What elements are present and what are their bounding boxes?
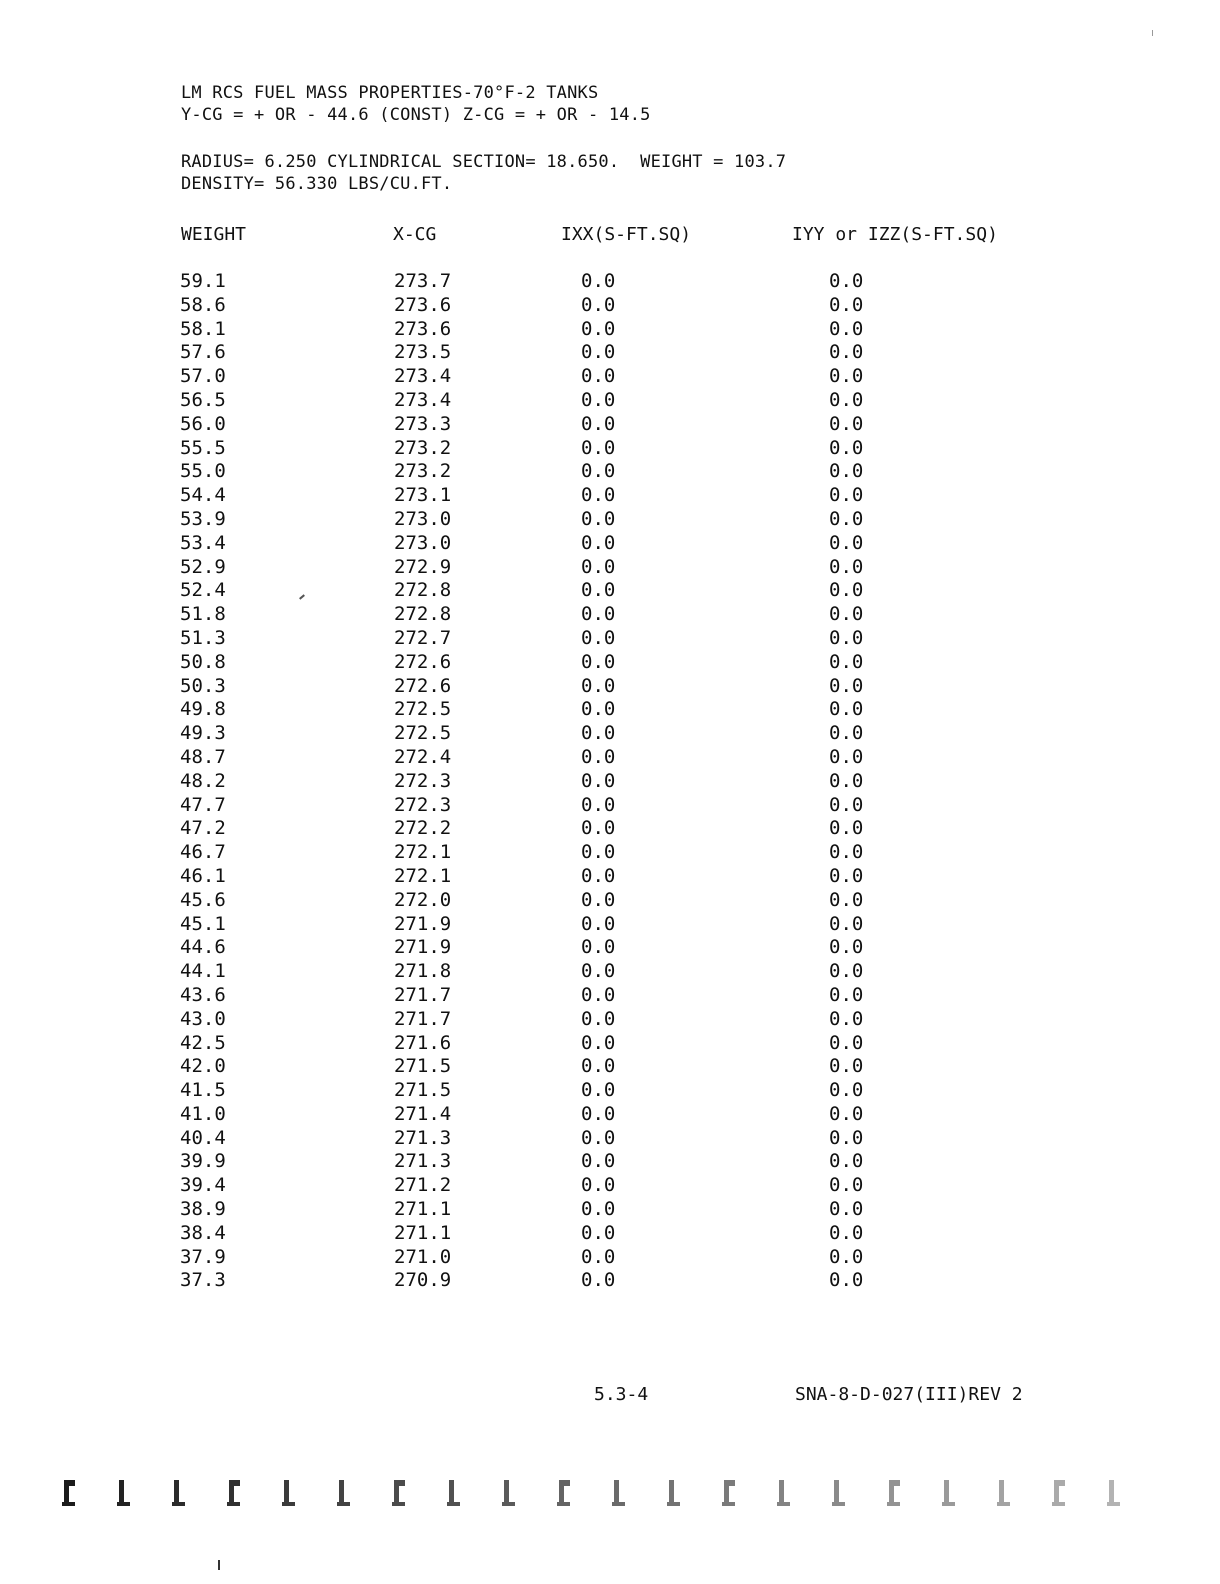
mass-properties-table: [0, 270, 1220, 1293]
table-row: [0, 936, 1220, 960]
weight-cell: 54.4: [180, 484, 226, 507]
iyy-izz-cell: 0.0: [829, 1174, 864, 1197]
x-cg-cell: 273.7: [394, 270, 452, 292]
iyy-izz-cell: 0.0: [829, 626, 864, 649]
scan-margin-tick: [218, 1560, 220, 1570]
x-cg-cell: 272.6: [394, 674, 452, 697]
weight-cell: 37.9: [180, 1245, 226, 1268]
x-cg-cell: 272.3: [394, 769, 452, 792]
weight-cell: 41.5: [180, 1079, 226, 1102]
column-header-ixx: IXX(S-FT.SQ): [561, 224, 692, 245]
table-row: [0, 746, 1220, 770]
iyy-izz-cell: 0.0: [829, 603, 864, 626]
x-cg-cell: 271.9: [394, 936, 452, 959]
table-row: [0, 984, 1220, 1008]
x-cg-cell: 272.5: [394, 698, 452, 721]
table-row: [0, 1198, 1220, 1222]
weight-cell: 59.1: [180, 270, 226, 292]
table-row: [0, 960, 1220, 984]
x-cg-cell: 273.1: [394, 484, 452, 507]
table-row: [0, 603, 1220, 627]
weight-cell: 57.0: [180, 365, 226, 388]
column-header-x-cg: X-CG: [393, 224, 437, 245]
document-title-line-2: Y-CG = + OR - 44.6 (CONST) Z-CG = + OR - 14.5: [181, 105, 651, 125]
table-row: [0, 651, 1220, 675]
iyy-izz-cell: 0.0: [829, 412, 864, 435]
registration-mark: [445, 1478, 463, 1508]
table-row: [0, 1103, 1220, 1127]
weight-cell: 51.8: [180, 603, 226, 626]
registration-mark: [830, 1478, 848, 1508]
x-cg-cell: 271.9: [394, 912, 452, 935]
x-cg-cell: 271.5: [394, 1055, 452, 1078]
iyy-izz-cell: 0.0: [829, 484, 864, 507]
page-number: 5.3-4: [594, 1384, 649, 1405]
x-cg-cell: 273.2: [394, 460, 452, 483]
iyy-izz-cell: 0.0: [829, 1150, 864, 1173]
x-cg-cell: 270.9: [394, 1269, 452, 1292]
x-cg-cell: 273.3: [394, 412, 452, 435]
table-row: [0, 508, 1220, 532]
iyy-izz-cell: 0.0: [829, 1221, 864, 1244]
table-row: [0, 437, 1220, 461]
ixx-cell: 0.0: [581, 1245, 616, 1268]
weight-cell: 48.7: [180, 745, 226, 768]
table-row: [0, 794, 1220, 818]
iyy-izz-cell: 0.0: [829, 912, 864, 935]
table-row: [0, 841, 1220, 865]
weight-cell: 50.3: [180, 674, 226, 697]
x-cg-cell: 272.1: [394, 841, 452, 864]
x-cg-cell: 273.6: [394, 293, 452, 316]
weight-cell: 43.6: [180, 983, 226, 1006]
x-cg-cell: 271.3: [394, 1150, 452, 1173]
ixx-cell: 0.0: [581, 1269, 616, 1292]
ixx-cell: 0.0: [581, 960, 616, 983]
ixx-cell: 0.0: [581, 1079, 616, 1102]
registration-mark: [170, 1478, 188, 1508]
table-row: [0, 627, 1220, 651]
weight-cell: 58.1: [180, 317, 226, 340]
density-line: DENSITY= 56.330 LBS/CU.FT.: [181, 174, 453, 194]
ixx-cell: 0.0: [581, 1102, 616, 1125]
table-row: [0, 865, 1220, 889]
iyy-izz-cell: 0.0: [829, 507, 864, 530]
x-cg-cell: 272.7: [394, 626, 452, 649]
iyy-izz-cell: 0.0: [829, 841, 864, 864]
iyy-izz-cell: 0.0: [829, 817, 864, 840]
table-row: [0, 1222, 1220, 1246]
weight-cell: 41.0: [180, 1102, 226, 1125]
ixx-cell: 0.0: [581, 317, 616, 340]
registration-mark: [115, 1478, 133, 1508]
weight-cell: 56.5: [180, 388, 226, 411]
ixx-cell: 0.0: [581, 817, 616, 840]
x-cg-cell: 272.8: [394, 603, 452, 626]
weight-cell: 42.5: [180, 1031, 226, 1054]
ixx-cell: 0.0: [581, 698, 616, 721]
iyy-izz-cell: 0.0: [829, 745, 864, 768]
ixx-cell: 0.0: [581, 722, 616, 745]
weight-cell: 40.4: [180, 1126, 226, 1149]
radius-weight-line: RADIUS= 6.250 CYLINDRICAL SECTION= 18.650. WEIGHT = 103.7: [181, 152, 787, 172]
table-row: [0, 341, 1220, 365]
iyy-izz-cell: 0.0: [829, 698, 864, 721]
x-cg-cell: 273.4: [394, 388, 452, 411]
registration-mark: [940, 1478, 958, 1508]
weight-cell: 53.4: [180, 531, 226, 554]
ixx-cell: 0.0: [581, 1031, 616, 1054]
table-row: [0, 1079, 1220, 1103]
weight-cell: 58.6: [180, 293, 226, 316]
iyy-izz-cell: 0.0: [829, 1055, 864, 1078]
weight-cell: 52.9: [180, 555, 226, 578]
weight-cell: 38.9: [180, 1198, 226, 1221]
registration-mark: [775, 1478, 793, 1508]
weight-cell: 43.0: [180, 1007, 226, 1030]
x-cg-cell: 271.6: [394, 1031, 452, 1054]
registration-mark: [665, 1478, 683, 1508]
ixx-cell: 0.0: [581, 1150, 616, 1173]
column-header-weight: WEIGHT: [181, 224, 247, 245]
x-cg-cell: 272.0: [394, 888, 452, 911]
weight-cell: 46.1: [180, 864, 226, 887]
iyy-izz-cell: 0.0: [829, 1079, 864, 1102]
iyy-izz-cell: 0.0: [829, 270, 864, 292]
table-row: [0, 913, 1220, 937]
ixx-cell: 0.0: [581, 579, 616, 602]
ixx-cell: 0.0: [581, 1007, 616, 1030]
iyy-izz-cell: 0.0: [829, 436, 864, 459]
iyy-izz-cell: 0.0: [829, 936, 864, 959]
iyy-izz-cell: 0.0: [829, 650, 864, 673]
iyy-izz-cell: 0.0: [829, 1102, 864, 1125]
ixx-cell: 0.0: [581, 365, 616, 388]
table-row: [0, 579, 1220, 603]
ixx-cell: 0.0: [581, 293, 616, 316]
weight-cell: 55.5: [180, 436, 226, 459]
ixx-cell: 0.0: [581, 888, 616, 911]
registration-mark: [1105, 1478, 1123, 1508]
ixx-cell: 0.0: [581, 674, 616, 697]
iyy-izz-cell: 0.0: [829, 983, 864, 1006]
weight-cell: 49.8: [180, 698, 226, 721]
x-cg-cell: 273.0: [394, 507, 452, 530]
x-cg-cell: 273.2: [394, 436, 452, 459]
x-cg-cell: 272.8: [394, 579, 452, 602]
x-cg-cell: 271.7: [394, 1007, 452, 1030]
x-cg-cell: 272.9: [394, 555, 452, 578]
table-row: [0, 1008, 1220, 1032]
weight-cell: 57.6: [180, 341, 226, 364]
iyy-izz-cell: 0.0: [829, 555, 864, 578]
table-row: [0, 532, 1220, 556]
ixx-cell: 0.0: [581, 341, 616, 364]
ixx-cell: 0.0: [581, 936, 616, 959]
x-cg-cell: 271.5: [394, 1079, 452, 1102]
x-cg-cell: 272.6: [394, 650, 452, 673]
ixx-cell: 0.0: [581, 507, 616, 530]
x-cg-cell: 273.6: [394, 317, 452, 340]
ixx-cell: 0.0: [581, 412, 616, 435]
weight-cell: 49.3: [180, 722, 226, 745]
registration-mark: [390, 1478, 408, 1508]
weight-cell: 39.9: [180, 1150, 226, 1173]
document-id: SNA-8-D-027(III)REV 2: [795, 1384, 1023, 1405]
registration-mark: [995, 1478, 1013, 1508]
weight-cell: 47.7: [180, 793, 226, 816]
ixx-cell: 0.0: [581, 793, 616, 816]
iyy-izz-cell: 0.0: [829, 365, 864, 388]
x-cg-cell: 273.4: [394, 365, 452, 388]
registration-mark: [225, 1478, 243, 1508]
document-title-line-1: LM RCS FUEL MASS PROPERTIES-70°F-2 TANKS: [181, 83, 599, 103]
iyy-izz-cell: 0.0: [829, 460, 864, 483]
iyy-izz-cell: 0.0: [829, 864, 864, 887]
weight-cell: 51.3: [180, 626, 226, 649]
x-cg-cell: 271.4: [394, 1102, 452, 1125]
x-cg-cell: 272.5: [394, 722, 452, 745]
ixx-cell: 0.0: [581, 388, 616, 411]
ixx-cell: 0.0: [581, 555, 616, 578]
ixx-cell: 0.0: [581, 531, 616, 554]
ixx-cell: 0.0: [581, 1198, 616, 1221]
table-row: [0, 389, 1220, 413]
weight-cell: 50.8: [180, 650, 226, 673]
table-row: [0, 556, 1220, 580]
iyy-izz-cell: 0.0: [829, 293, 864, 316]
ixx-cell: 0.0: [581, 1055, 616, 1078]
ixx-cell: 0.0: [581, 912, 616, 935]
table-row: [0, 484, 1220, 508]
iyy-izz-cell: 0.0: [829, 1245, 864, 1268]
weight-cell: 45.6: [180, 888, 226, 911]
ixx-cell: 0.0: [581, 460, 616, 483]
table-row: [0, 675, 1220, 699]
iyy-izz-cell: 0.0: [829, 722, 864, 745]
table-row: [0, 698, 1220, 722]
table-row: [0, 1032, 1220, 1056]
table-row: [0, 365, 1220, 389]
x-cg-cell: 272.1: [394, 864, 452, 887]
iyy-izz-cell: 0.0: [829, 1269, 864, 1292]
registration-mark: [500, 1478, 518, 1508]
iyy-izz-cell: 0.0: [829, 1031, 864, 1054]
x-cg-cell: 271.1: [394, 1221, 452, 1244]
ixx-cell: 0.0: [581, 270, 616, 292]
x-cg-cell: 271.8: [394, 960, 452, 983]
x-cg-cell: 272.3: [394, 793, 452, 816]
ixx-cell: 0.0: [581, 1126, 616, 1149]
iyy-izz-cell: 0.0: [829, 960, 864, 983]
registration-mark: [610, 1478, 628, 1508]
ixx-cell: 0.0: [581, 745, 616, 768]
x-cg-cell: 273.0: [394, 531, 452, 554]
iyy-izz-cell: 0.0: [829, 1007, 864, 1030]
ixx-cell: 0.0: [581, 841, 616, 864]
iyy-izz-cell: 0.0: [829, 674, 864, 697]
weight-cell: 47.2: [180, 817, 226, 840]
ixx-cell: 0.0: [581, 983, 616, 1006]
table-row: [0, 1246, 1220, 1270]
ixx-cell: 0.0: [581, 650, 616, 673]
table-row: [0, 889, 1220, 913]
x-cg-cell: 272.4: [394, 745, 452, 768]
iyy-izz-cell: 0.0: [829, 1198, 864, 1221]
weight-cell: 39.4: [180, 1174, 226, 1197]
registration-mark: [555, 1478, 573, 1508]
ixx-cell: 0.0: [581, 769, 616, 792]
x-cg-cell: 271.0: [394, 1245, 452, 1268]
iyy-izz-cell: 0.0: [829, 793, 864, 816]
x-cg-cell: 271.2: [394, 1174, 452, 1197]
iyy-izz-cell: 0.0: [829, 1126, 864, 1149]
iyy-izz-cell: 0.0: [829, 888, 864, 911]
weight-cell: 37.3: [180, 1269, 226, 1292]
ixx-cell: 0.0: [581, 1174, 616, 1197]
x-cg-cell: 271.1: [394, 1198, 452, 1221]
scan-registration-marks: [56, 1478, 1156, 1514]
registration-mark: [720, 1478, 738, 1508]
table-row: [0, 817, 1220, 841]
x-cg-cell: 271.7: [394, 983, 452, 1006]
registration-mark: [1050, 1478, 1068, 1508]
registration-mark: [280, 1478, 298, 1508]
table-row: [0, 318, 1220, 342]
weight-cell: 38.4: [180, 1221, 226, 1244]
ixx-cell: 0.0: [581, 626, 616, 649]
table-row: [0, 722, 1220, 746]
ixx-cell: 0.0: [581, 864, 616, 887]
ixx-cell: 0.0: [581, 436, 616, 459]
table-row: [0, 1269, 1220, 1293]
weight-cell: 45.1: [180, 912, 226, 935]
weight-cell: 46.7: [180, 841, 226, 864]
ixx-cell: 0.0: [581, 484, 616, 507]
weight-cell: 52.4: [180, 579, 226, 602]
scan-corner-tick: [1152, 30, 1153, 36]
iyy-izz-cell: 0.0: [829, 341, 864, 364]
weight-cell: 55.0: [180, 460, 226, 483]
iyy-izz-cell: 0.0: [829, 579, 864, 602]
table-row: [0, 1150, 1220, 1174]
iyy-izz-cell: 0.0: [829, 317, 864, 340]
table-row: [0, 1055, 1220, 1079]
weight-cell: 56.0: [180, 412, 226, 435]
table-row: [0, 413, 1220, 437]
registration-mark: [885, 1478, 903, 1508]
iyy-izz-cell: 0.0: [829, 769, 864, 792]
iyy-izz-cell: 0.0: [829, 388, 864, 411]
column-header-iyy-izz: IYY or IZZ(S-FT.SQ): [792, 224, 998, 245]
x-cg-cell: 272.2: [394, 817, 452, 840]
weight-cell: 48.2: [180, 769, 226, 792]
weight-cell: 42.0: [180, 1055, 226, 1078]
weight-cell: 44.6: [180, 936, 226, 959]
table-row: [0, 294, 1220, 318]
table-row: [0, 460, 1220, 484]
table-row: [0, 270, 1220, 294]
ixx-cell: 0.0: [581, 603, 616, 626]
iyy-izz-cell: 0.0: [829, 531, 864, 554]
registration-mark: [60, 1478, 78, 1508]
table-row: [0, 770, 1220, 794]
weight-cell: 44.1: [180, 960, 226, 983]
x-cg-cell: 273.5: [394, 341, 452, 364]
x-cg-cell: 271.3: [394, 1126, 452, 1149]
weight-cell: 53.9: [180, 507, 226, 530]
table-row: [0, 1174, 1220, 1198]
ixx-cell: 0.0: [581, 1221, 616, 1244]
registration-mark: [335, 1478, 353, 1508]
table-row: [0, 1127, 1220, 1151]
